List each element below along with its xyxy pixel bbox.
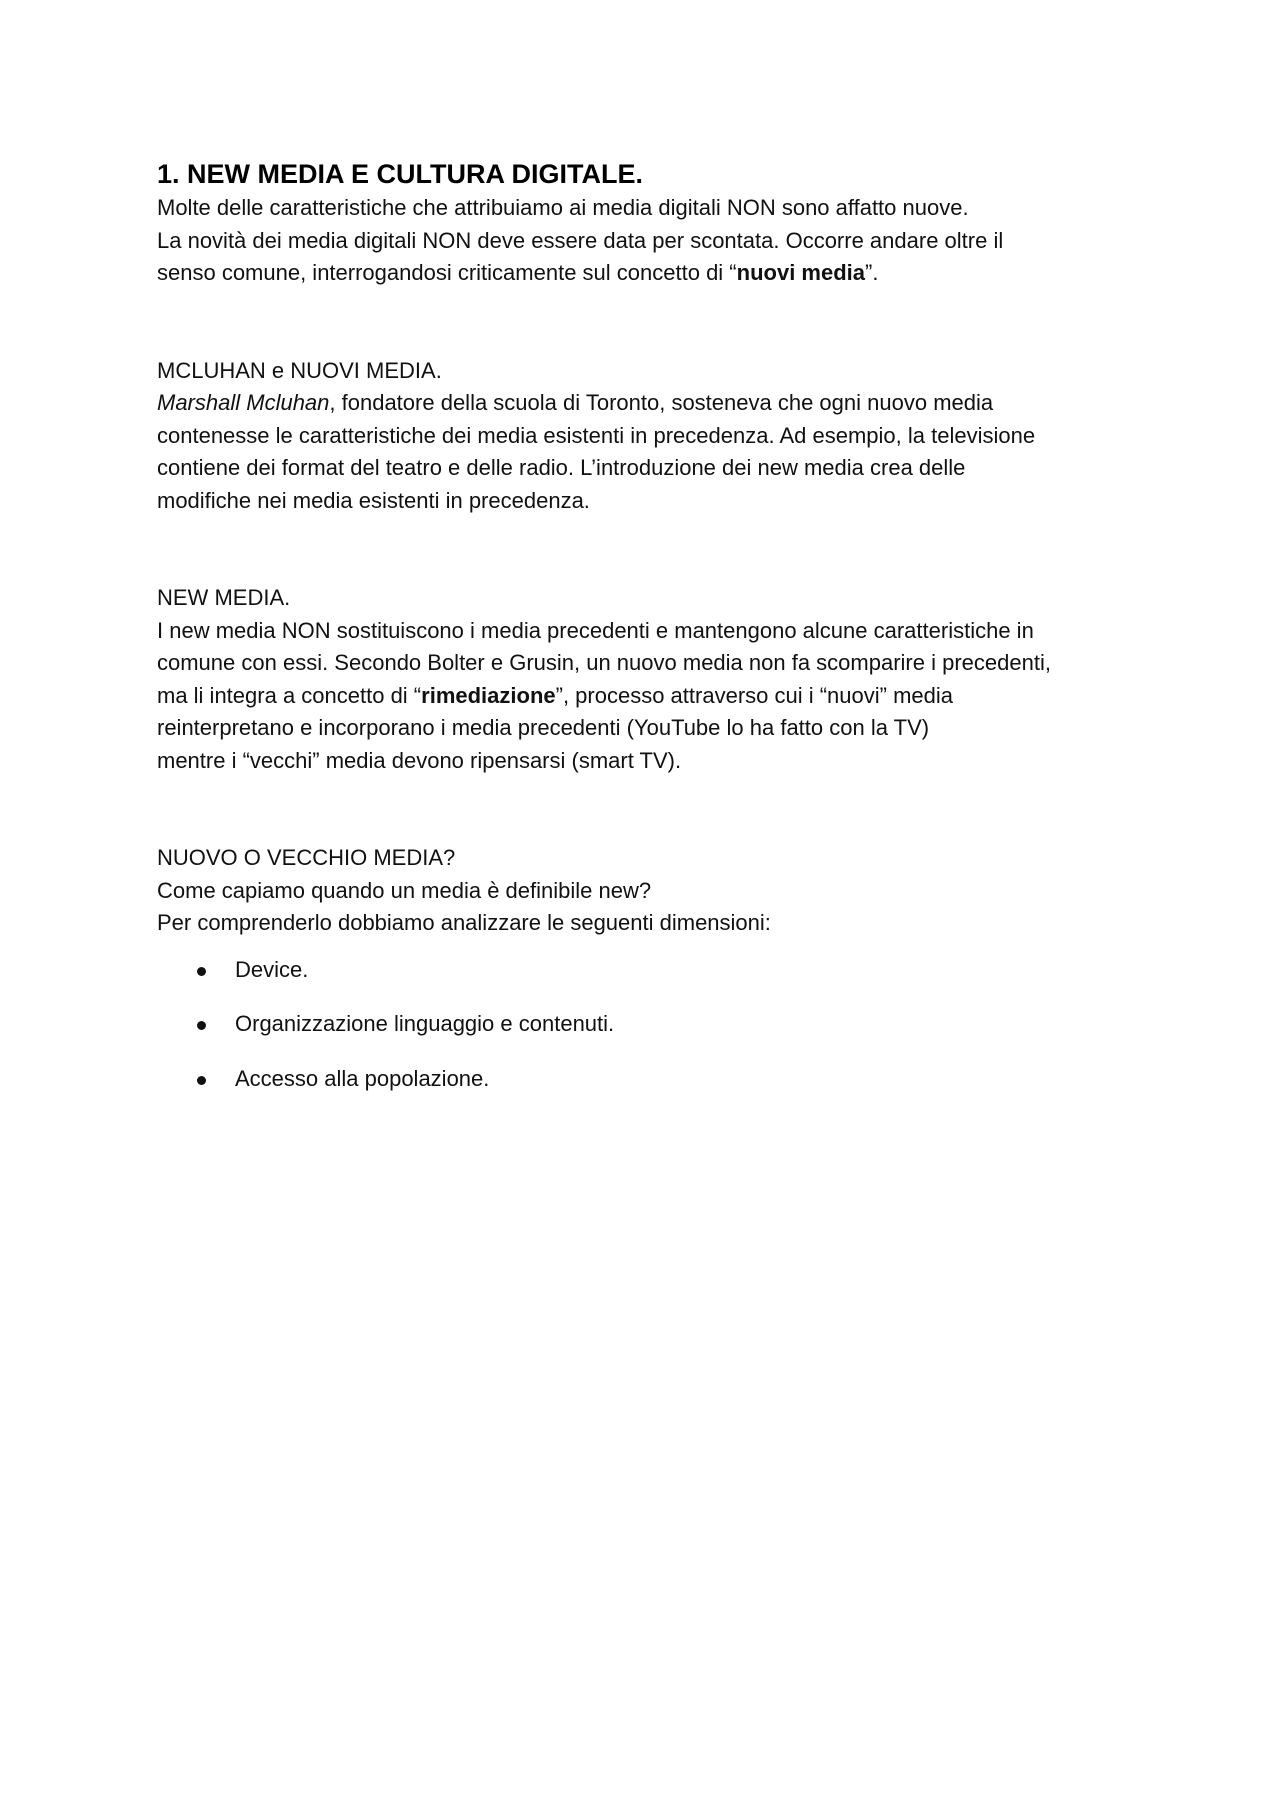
mcluhan-line-1-text: , fondatore della scuola di Toronto, sosteneva che ogni nuovo media (329, 390, 994, 415)
intro-line-1: Molte delle caratteristiche che attribuiamo ai media digitali NON sono affatto nuove. (157, 195, 969, 220)
new-media-heading: NEW MEDIA. (157, 585, 291, 610)
mcluhan-heading: MCLUHAN e NUOVI MEDIA. (157, 357, 442, 383)
new-media-line-2: comune con essi. Secondo Bolter e Grusin, un nuovo media non fa scomparire i precedenti, (157, 650, 1051, 675)
mcluhan-line-2: contenesse le caratteristiche dei media esistenti in precedenza. Ad esempio, la televisione (157, 422, 1036, 448)
intro-line-3 (157, 257, 1157, 290)
list-item (157, 1063, 1157, 1096)
nuovo-vecchio-section (157, 842, 1157, 1095)
nuovo-vecchio-line-1: Come capiamo quando un media è definibile new? (157, 877, 652, 903)
mcluhan-line-1 (157, 387, 1157, 420)
intro-bold-term: nuovi media (736, 260, 865, 285)
list-item-text: Organizzazione linguaggio e contenuti. (235, 1011, 615, 1036)
mcluhan-section (157, 355, 1157, 518)
new-media-line-5: mentre i “vecchi” media devono ripensarsi (smart TV). (157, 747, 682, 773)
new-media-line-3-text: ma li integra a concetto di “ (157, 682, 422, 708)
new-media-line-4: reinterpretano e incorporano i media precedenti (YouTube lo ha fatto con la TV) (157, 715, 930, 740)
new-media-section (157, 582, 1157, 777)
bullet-icon (197, 1076, 206, 1085)
intro-line-3-end: ”. (865, 260, 879, 285)
bullet-icon (197, 967, 206, 976)
mcluhan-line-4: modifiche nei media esistenti in precedenza. (157, 487, 590, 513)
dimensions-list (157, 954, 1157, 1096)
list-item-text: Device. (235, 956, 309, 982)
intro-line-3-text: senso comune, interrogandosi criticamente sul concetto di “ (157, 260, 737, 285)
document-page (157, 158, 1157, 1117)
new-media-line-1: I new media NON sostituiscono i media precedenti e mantengono alcune caratteristiche in (157, 617, 1034, 643)
mcluhan-line-3: contiene dei format del teatro e delle radio. L’introduzione dei new media crea delle (157, 455, 966, 480)
bullet-icon (197, 1021, 206, 1030)
new-media-line-3-end: ”, processo attraverso cui i “nuovi” media (555, 682, 953, 708)
intro-paragraph (157, 192, 1157, 290)
nuovo-vecchio-heading: NUOVO O VECCHIO MEDIA? (157, 845, 456, 870)
new-media-bold-term: rimediazione (421, 682, 556, 708)
intro-line-2: La novità dei media digitali NON deve essere data per scontata. Occorre andare oltre il (157, 227, 1004, 253)
mcluhan-name: Marshall Mcluhan (157, 390, 330, 415)
list-item (157, 1008, 1157, 1041)
list-item (157, 954, 1157, 987)
list-item-text: Accesso alla popolazione. (235, 1065, 490, 1091)
nuovo-vecchio-line-2: Per comprenderlo dobbiamo analizzare le seguenti dimensioni: (157, 910, 771, 935)
document-title: 1. NEW MEDIA E CULTURA DIGITALE. (157, 159, 643, 189)
new-media-line-3 (157, 680, 1157, 713)
